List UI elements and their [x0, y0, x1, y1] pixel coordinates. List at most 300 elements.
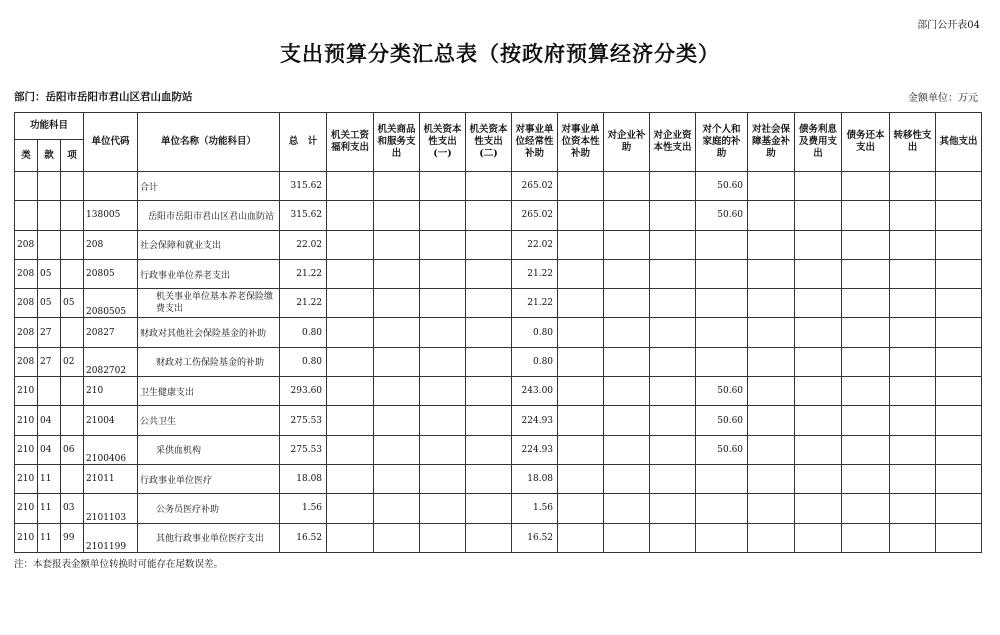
- cell-xiang: [61, 406, 84, 435]
- cell-c12: [842, 230, 890, 259]
- cell-c8: [650, 347, 696, 376]
- cell-c4: [466, 201, 512, 230]
- cell-code: 20805: [84, 259, 138, 288]
- cell-kuan: 11: [38, 494, 61, 523]
- cell-total: 21.22: [280, 289, 327, 318]
- cell-code: 20827: [84, 318, 138, 347]
- cell-lei: 210: [15, 377, 38, 406]
- cell-xiang: [61, 259, 84, 288]
- cell-lei: 210: [15, 494, 38, 523]
- cell-c2: [374, 347, 420, 376]
- cell-c9: [696, 347, 748, 376]
- cell-c3: [420, 523, 466, 552]
- cell-xiang: [61, 201, 84, 230]
- cell-lei: 208: [15, 230, 38, 259]
- cell-c1: [327, 406, 374, 435]
- cell-c9: [696, 289, 748, 318]
- header-c3: 机关资本性支出(一): [420, 113, 466, 172]
- cell-code: 138005: [84, 201, 138, 230]
- cell-c10: [748, 464, 795, 493]
- cell-kuan: 05: [38, 289, 61, 318]
- cell-c11: [795, 289, 842, 318]
- cell-c5: 224.93: [512, 406, 558, 435]
- cell-c9: [696, 259, 748, 288]
- page-tag: 部门公开表04: [917, 20, 980, 31]
- cell-c1: [327, 494, 374, 523]
- cell-c9: 50.60: [696, 172, 748, 201]
- cell-c9: 50.60: [696, 201, 748, 230]
- cell-c12: [842, 289, 890, 318]
- cell-c5: 18.08: [512, 464, 558, 493]
- table-row: [15, 523, 982, 552]
- cell-c8: [650, 318, 696, 347]
- cell-name: 合计: [138, 172, 280, 201]
- cell-xiang: 05: [61, 289, 84, 318]
- table-row: [15, 289, 982, 318]
- header-c1: 机关工资福利支出: [327, 113, 374, 172]
- cell-total: 21.22: [280, 259, 327, 288]
- cell-total: 1.56: [280, 494, 327, 523]
- cell-c11: [795, 406, 842, 435]
- budget-table: [14, 112, 982, 553]
- cell-c10: [748, 230, 795, 259]
- header-func-subject: 功能科目: [15, 113, 84, 140]
- cell-lei: 210: [15, 435, 38, 464]
- cell-c7: [604, 494, 650, 523]
- table-row: [15, 230, 982, 259]
- cell-c11: [795, 377, 842, 406]
- cell-c8: [650, 259, 696, 288]
- cell-c5: 16.52: [512, 523, 558, 552]
- cell-c10: [748, 347, 795, 376]
- cell-c7: [604, 523, 650, 552]
- cell-c6: [558, 523, 604, 552]
- header-c12: 债务还本支出: [842, 113, 890, 172]
- cell-code: 2100406: [84, 435, 138, 464]
- cell-c6: [558, 289, 604, 318]
- cell-name: 公务员医疗补助: [138, 494, 280, 523]
- cell-total: 293.60: [280, 377, 327, 406]
- cell-name: 行政事业单位医疗: [138, 464, 280, 493]
- cell-c6: [558, 406, 604, 435]
- cell-c6: [558, 435, 604, 464]
- cell-c6: [558, 347, 604, 376]
- cell-xiang: 03: [61, 494, 84, 523]
- cell-c10: [748, 406, 795, 435]
- amount-unit-label: 金额单位：万元: [908, 93, 978, 104]
- cell-c1: [327, 289, 374, 318]
- cell-xiang: 02: [61, 347, 84, 376]
- cell-c2: [374, 406, 420, 435]
- cell-lei: 210: [15, 406, 38, 435]
- header-c2: 机关商品和服务支出: [374, 113, 420, 172]
- cell-c4: [466, 259, 512, 288]
- cell-kuan: 04: [38, 406, 61, 435]
- cell-code: 210: [84, 377, 138, 406]
- cell-c2: [374, 494, 420, 523]
- footnote: 注：本套报表金额单位转换时可能存在尾数误差。: [14, 559, 224, 570]
- cell-c14: [936, 406, 982, 435]
- cell-c13: [890, 259, 936, 288]
- cell-c6: [558, 201, 604, 230]
- cell-c2: [374, 172, 420, 201]
- page-title: 支出预算分类汇总表（按政府预算经济分类）: [280, 41, 720, 66]
- cell-c5: 243.00: [512, 377, 558, 406]
- cell-c10: [748, 523, 795, 552]
- header-c10: 对社会保障基金补助: [748, 113, 795, 172]
- cell-c12: [842, 523, 890, 552]
- header-unit-code: 单位代码: [84, 113, 138, 172]
- header-c11: 债务利息及费用支出: [795, 113, 842, 172]
- cell-c3: [420, 494, 466, 523]
- cell-c8: [650, 230, 696, 259]
- cell-c8: [650, 289, 696, 318]
- cell-c1: [327, 347, 374, 376]
- cell-total: 16.52: [280, 523, 327, 552]
- cell-c8: [650, 377, 696, 406]
- header-xiang: 项: [61, 140, 84, 172]
- cell-c14: [936, 289, 982, 318]
- cell-c9: [696, 464, 748, 493]
- cell-c12: [842, 406, 890, 435]
- cell-c12: [842, 318, 890, 347]
- cell-kuan: 04: [38, 435, 61, 464]
- cell-xiang: [61, 377, 84, 406]
- cell-c12: [842, 259, 890, 288]
- cell-name: 行政事业单位养老支出: [138, 259, 280, 288]
- cell-c3: [420, 289, 466, 318]
- cell-c3: [420, 406, 466, 435]
- cell-xiang: [61, 464, 84, 493]
- cell-c9: 50.60: [696, 377, 748, 406]
- cell-name: 社会保障和就业支出: [138, 230, 280, 259]
- cell-c13: [890, 318, 936, 347]
- cell-c12: [842, 347, 890, 376]
- cell-c2: [374, 201, 420, 230]
- cell-c7: [604, 289, 650, 318]
- cell-total: 0.80: [280, 347, 327, 376]
- cell-c12: [842, 464, 890, 493]
- cell-lei: 208: [15, 289, 38, 318]
- table-row: [15, 259, 982, 288]
- cell-c13: [890, 523, 936, 552]
- cell-c13: [890, 435, 936, 464]
- cell-kuan: 05: [38, 259, 61, 288]
- header-c7: 对企业补助: [604, 113, 650, 172]
- cell-c3: [420, 347, 466, 376]
- cell-c8: [650, 201, 696, 230]
- header-lei: 类: [15, 140, 38, 172]
- cell-c9: 50.60: [696, 406, 748, 435]
- cell-c6: [558, 230, 604, 259]
- cell-lei: 208: [15, 259, 38, 288]
- cell-c6: [558, 259, 604, 288]
- header-c13: 转移性支出: [890, 113, 936, 172]
- table-row: [15, 406, 982, 435]
- table-row: [15, 435, 982, 464]
- cell-xiang: [61, 230, 84, 259]
- cell-c2: [374, 318, 420, 347]
- header-c9: 对个人和家庭的补助: [696, 113, 748, 172]
- cell-c14: [936, 435, 982, 464]
- cell-c12: [842, 201, 890, 230]
- cell-c3: [420, 201, 466, 230]
- cell-c7: [604, 318, 650, 347]
- cell-c1: [327, 230, 374, 259]
- cell-c6: [558, 377, 604, 406]
- cell-c12: [842, 435, 890, 464]
- cell-c9: [696, 494, 748, 523]
- cell-c13: [890, 494, 936, 523]
- header-c14: 其他支出: [936, 113, 982, 172]
- cell-name: 财政对其他社会保险基金的补助: [138, 318, 280, 347]
- cell-xiang: 99: [61, 523, 84, 552]
- cell-c6: [558, 172, 604, 201]
- cell-lei: 208: [15, 318, 38, 347]
- header-c6: 对事业单位资本性补助: [558, 113, 604, 172]
- cell-c3: [420, 318, 466, 347]
- cell-c7: [604, 435, 650, 464]
- cell-c5: 265.02: [512, 201, 558, 230]
- cell-c9: [696, 230, 748, 259]
- header-c8: 对企业资本性支出: [650, 113, 696, 172]
- cell-c13: [890, 230, 936, 259]
- cell-xiang: [61, 172, 84, 201]
- cell-total: 275.53: [280, 406, 327, 435]
- cell-c14: [936, 201, 982, 230]
- cell-name: 岳阳市岳阳市君山区君山血防站: [138, 201, 280, 230]
- cell-lei: [15, 172, 38, 201]
- cell-c13: [890, 377, 936, 406]
- cell-c11: [795, 201, 842, 230]
- cell-c10: [748, 318, 795, 347]
- cell-c5: 0.80: [512, 347, 558, 376]
- cell-total: 275.53: [280, 435, 327, 464]
- cell-name: 采供血机构: [138, 435, 280, 464]
- cell-c13: [890, 201, 936, 230]
- cell-c8: [650, 406, 696, 435]
- cell-c7: [604, 347, 650, 376]
- cell-code: 2082702: [84, 347, 138, 376]
- cell-total: 315.62: [280, 172, 327, 201]
- cell-c1: [327, 435, 374, 464]
- cell-kuan: [38, 172, 61, 201]
- cell-c8: [650, 435, 696, 464]
- department-label: 部门：岳阳市岳阳市君山区君山血防站: [14, 91, 193, 103]
- cell-c14: [936, 172, 982, 201]
- cell-c11: [795, 230, 842, 259]
- cell-c2: [374, 435, 420, 464]
- cell-c5: 0.80: [512, 318, 558, 347]
- cell-c1: [327, 377, 374, 406]
- cell-c12: [842, 172, 890, 201]
- cell-c1: [327, 318, 374, 347]
- cell-c9: 50.60: [696, 435, 748, 464]
- cell-c10: [748, 494, 795, 523]
- cell-c3: [420, 464, 466, 493]
- cell-kuan: 11: [38, 464, 61, 493]
- cell-c8: [650, 172, 696, 201]
- cell-c2: [374, 259, 420, 288]
- cell-c3: [420, 377, 466, 406]
- cell-c7: [604, 172, 650, 201]
- cell-c13: [890, 172, 936, 201]
- cell-c7: [604, 201, 650, 230]
- cell-c6: [558, 318, 604, 347]
- cell-c11: [795, 318, 842, 347]
- cell-c4: [466, 523, 512, 552]
- table-row: [15, 201, 982, 230]
- cell-c1: [327, 172, 374, 201]
- header-unit-name: 单位名称（功能科目）: [138, 113, 280, 172]
- cell-total: 22.02: [280, 230, 327, 259]
- cell-c5: 265.02: [512, 172, 558, 201]
- cell-c8: [650, 523, 696, 552]
- cell-c1: [327, 523, 374, 552]
- cell-c13: [890, 464, 936, 493]
- cell-c10: [748, 289, 795, 318]
- cell-c11: [795, 259, 842, 288]
- cell-c14: [936, 464, 982, 493]
- cell-code: 208: [84, 230, 138, 259]
- cell-xiang: 06: [61, 435, 84, 464]
- cell-c10: [748, 435, 795, 464]
- cell-xiang: [61, 318, 84, 347]
- cell-c4: [466, 406, 512, 435]
- cell-c2: [374, 289, 420, 318]
- cell-lei: 210: [15, 523, 38, 552]
- cell-c9: [696, 523, 748, 552]
- cell-kuan: [38, 377, 61, 406]
- cell-code: 21011: [84, 464, 138, 493]
- cell-c8: [650, 494, 696, 523]
- table-row: [15, 377, 982, 406]
- cell-c4: [466, 377, 512, 406]
- cell-c11: [795, 464, 842, 493]
- cell-c10: [748, 259, 795, 288]
- cell-c4: [466, 435, 512, 464]
- cell-lei: [15, 201, 38, 230]
- cell-c7: [604, 377, 650, 406]
- cell-c7: [604, 259, 650, 288]
- cell-c3: [420, 230, 466, 259]
- cell-c7: [604, 230, 650, 259]
- header-c5: 对事业单位经常性补助: [512, 113, 558, 172]
- cell-c8: [650, 464, 696, 493]
- cell-lei: 208: [15, 347, 38, 376]
- cell-c5: 224.93: [512, 435, 558, 464]
- cell-c14: [936, 377, 982, 406]
- cell-c3: [420, 435, 466, 464]
- cell-kuan: [38, 201, 61, 230]
- table-row: [15, 464, 982, 493]
- cell-total: 315.62: [280, 201, 327, 230]
- cell-c12: [842, 377, 890, 406]
- header-total: 总 计: [280, 113, 327, 172]
- cell-c14: [936, 494, 982, 523]
- cell-c4: [466, 172, 512, 201]
- cell-name: 机关事业单位基本养老保险缴费支出: [138, 289, 280, 318]
- cell-c10: [748, 377, 795, 406]
- cell-c4: [466, 230, 512, 259]
- cell-c5: 1.56: [512, 494, 558, 523]
- cell-kuan: 11: [38, 523, 61, 552]
- cell-c11: [795, 435, 842, 464]
- table-row: [15, 494, 982, 523]
- cell-total: 18.08: [280, 464, 327, 493]
- cell-total: 0.80: [280, 318, 327, 347]
- cell-c1: [327, 201, 374, 230]
- cell-c12: [842, 494, 890, 523]
- cell-code: 21004: [84, 406, 138, 435]
- header-c4: 机关资本性支出(二): [466, 113, 512, 172]
- cell-c11: [795, 523, 842, 552]
- cell-c4: [466, 464, 512, 493]
- cell-lei: 210: [15, 464, 38, 493]
- cell-c6: [558, 494, 604, 523]
- cell-name: 公共卫生: [138, 406, 280, 435]
- cell-c13: [890, 289, 936, 318]
- header-kuan: 款: [38, 140, 61, 172]
- cell-c11: [795, 347, 842, 376]
- cell-c14: [936, 230, 982, 259]
- cell-c7: [604, 464, 650, 493]
- cell-c10: [748, 172, 795, 201]
- table-row: [15, 318, 982, 347]
- cell-c2: [374, 377, 420, 406]
- table-row: [15, 172, 982, 201]
- cell-code: [84, 172, 138, 201]
- cell-kuan: 27: [38, 318, 61, 347]
- cell-c2: [374, 523, 420, 552]
- cell-code: 2101199: [84, 523, 138, 552]
- cell-name: 卫生健康支出: [138, 377, 280, 406]
- cell-c9: [696, 318, 748, 347]
- cell-code: 2080505: [84, 289, 138, 318]
- cell-c5: 21.22: [512, 259, 558, 288]
- cell-c14: [936, 523, 982, 552]
- cell-c14: [936, 347, 982, 376]
- cell-c10: [748, 201, 795, 230]
- cell-c1: [327, 259, 374, 288]
- cell-kuan: 27: [38, 347, 61, 376]
- cell-c13: [890, 406, 936, 435]
- cell-c2: [374, 230, 420, 259]
- cell-c3: [420, 172, 466, 201]
- cell-c11: [795, 172, 842, 201]
- cell-code: 2101103: [84, 494, 138, 523]
- cell-name: 财政对工伤保险基金的补助: [138, 347, 280, 376]
- table-row: [15, 347, 982, 376]
- cell-c14: [936, 259, 982, 288]
- cell-c5: 21.22: [512, 289, 558, 318]
- cell-c6: [558, 464, 604, 493]
- cell-kuan: [38, 230, 61, 259]
- cell-c2: [374, 464, 420, 493]
- cell-c1: [327, 464, 374, 493]
- cell-c7: [604, 406, 650, 435]
- cell-c13: [890, 347, 936, 376]
- cell-name: 其他行政事业单位医疗支出: [138, 523, 280, 552]
- cell-c14: [936, 318, 982, 347]
- cell-c3: [420, 259, 466, 288]
- cell-c11: [795, 494, 842, 523]
- cell-c4: [466, 318, 512, 347]
- cell-c5: 22.02: [512, 230, 558, 259]
- cell-c4: [466, 347, 512, 376]
- cell-c4: [466, 289, 512, 318]
- cell-c4: [466, 494, 512, 523]
